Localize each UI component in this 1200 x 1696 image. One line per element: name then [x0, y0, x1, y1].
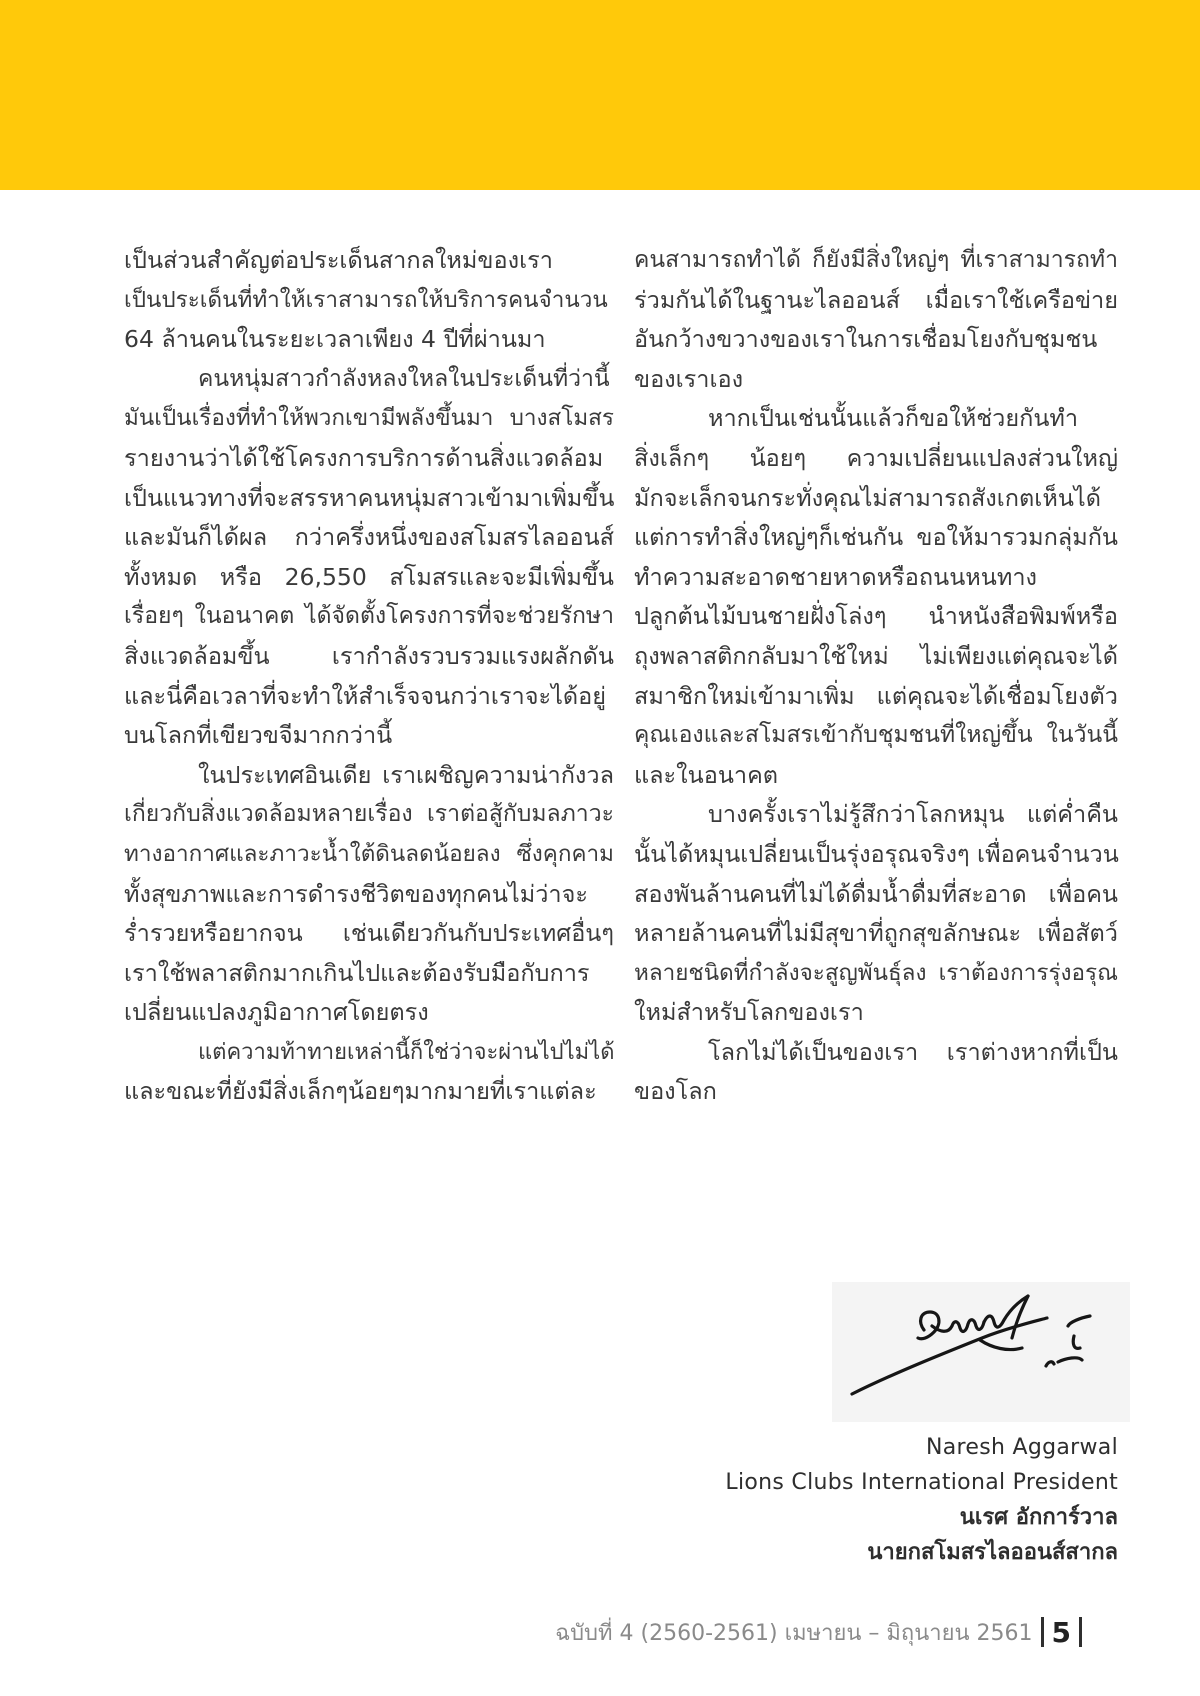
body-line: หลายชนิดที่กำลังจะสูญพันธุ์ลง เราต้องการรุ่งอรุณ — [634, 959, 1118, 986]
body-line: คุณเองและสโมสรเข้ากับชุมชนที่ใหญ่ขึ้น ในวันนี้ — [634, 722, 1118, 749]
body-line: ทั้งหมด หรือ 26,550 สโมสรและจะมีเพิ่มขึ้น — [124, 562, 614, 591]
signer-name-en: Naresh Aggarwal — [925, 1435, 1118, 1460]
body-line: ร่วมกันได้ในฐานะไลออนส์ เมื่อเราใช้เครือข่าย — [634, 285, 1118, 314]
header-color-band — [0, 0, 1200, 190]
body-column-left — [124, 241, 614, 1112]
footer-divider — [1041, 1617, 1044, 1647]
body-line: ของโลก — [634, 1077, 717, 1106]
signer-name-th: นเรศ อักการ์วาล — [959, 1505, 1118, 1530]
issue-info: ฉบับที่ 4 (2560-2561) เมษายน – มิถุนายน 2561 — [555, 1620, 1033, 1646]
body-line: ทำความสะอาดชายหาดหรือถนนหนทาง — [634, 562, 1037, 591]
body-line: เรื่อยๆ ในอนาคต ได้จัดตั้งโครงการที่จะช่วยรักษา — [124, 603, 614, 630]
body-line: เกี่ยวกับสิ่งแวดล้อมหลายเรื่อง เราต่อสู้กับมลภาวะ — [124, 801, 614, 828]
paragraph-start-line: ในประเทศอินเดีย เราเผชิญความน่ากังวล — [198, 760, 614, 789]
page-footer — [555, 1612, 1082, 1652]
body-line: นั้นได้หมุนเปลี่ยนเป็นรุ่งอรุณจริงๆ เพื่อคนจำนวน — [634, 839, 1119, 868]
body-line: เปลี่ยนแปลงภูมิอากาศโดยตรง — [124, 998, 429, 1027]
body-column-right — [634, 241, 1118, 1112]
paragraph-start-line: คนหนุ่มสาวกำลังหลงใหลในประเด็นที่ว่านี้ — [198, 365, 610, 392]
body-line: รายงานว่าได้ใช้โครงการบริการด้านสิ่งแวดล้อม — [124, 443, 604, 472]
body-line: สิ่งแวดล้อมขึ้น เรากำลังรวบรวมแรงผลักดัน — [124, 641, 614, 670]
body-line: และในอนาคต — [634, 760, 779, 789]
body-line: ร่ำรวยหรือยากจน เช่นเดียวกันกับประเทศอื่นๆ — [124, 919, 614, 948]
body-line: คนสามารถทำได้ ก็ยังมีสิ่งใหญ่ๆ ที่เราสามารถทำ — [634, 247, 1118, 273]
body-line: เราใช้พลาสติกมากเกินไปและต้องรับมือกับการ — [124, 958, 590, 987]
body-line: และมันก็ได้ผล กว่าครึ่งหนึ่งของสโมสรไลออนส์ — [124, 523, 614, 552]
body-line: ถุงพลาสติกกลับมาใช้ใหม่ ไม่เพียงแต่คุณจะได้ — [634, 641, 1118, 670]
signature-block — [725, 1430, 1118, 1570]
body-line: สองพันล้านคนที่ไม่ได้ดื่มน้ำดื่มที่สะอาด เพื่อคน — [634, 879, 1118, 908]
body-line: แต่การทำสิ่งใหญ่ๆก็เช่นกัน ขอให้มารวมกลุ่มกัน — [634, 523, 1118, 552]
body-line: มันเป็นเรื่องที่ทำให้พวกเขามีพลังขึ้นมา บางสโมสร — [124, 405, 614, 432]
body-line: และนี่คือเวลาที่จะทำให้สำเร็จจนกว่าเราจะได้อยู่ — [124, 681, 607, 710]
paragraph-start-line: แต่ความท้าทายเหล่านี้ก็ใช่ว่าจะผ่านไปไม่ได้ — [198, 1039, 615, 1065]
paragraph-start-line: หากเป็นเช่นนั้นแล้วก็ขอให้ช่วยกันทำ — [708, 404, 1079, 433]
body-line: สมาชิกใหม่เข้ามาเพิ่ม แต่คุณจะได้เชื่อมโยงตัว — [634, 681, 1118, 710]
body-line: หลายล้านคนที่ไม่มีสุขาที่ถูกสุขลักษณะ เพื่อสัตว์ — [634, 919, 1118, 948]
body-line: เป็นประเด็นที่ทำให้เราสามารถให้บริการคนจำนวน — [124, 286, 608, 313]
body-line: บนโลกที่เขียวขจีมากกว่านี้ — [124, 721, 393, 750]
body-line: ของเราเอง — [634, 364, 744, 393]
body-line: มักจะเล็กจนกระทั่งคุณไม่สามารถสังเกตเห็นได้ — [634, 483, 1101, 512]
signature-image — [832, 1282, 1130, 1422]
body-line: ใหม่สำหรับโลกของเรา — [634, 998, 864, 1027]
signer-title-en: Lions Clubs International President — [725, 1470, 1118, 1495]
body-line: สิ่งเล็กๆ น้อยๆ ความเปลี่ยนแปลงส่วนใหญ่ — [634, 443, 1118, 472]
body-line: เป็นแนวทางที่จะสรรหาคนหนุ่มสาวเข้ามาเพิ่มขึ้น — [124, 483, 615, 512]
handwritten-signature-icon — [832, 1282, 1130, 1422]
body-line: และขณะที่ยังมีสิ่งเล็กๆน้อยๆมากมายที่เราแต่ละ — [124, 1077, 597, 1106]
body-line: อันกว้างขวางของเราในการเชื่อมโยงกับชุมชน — [634, 325, 1098, 354]
page-number: 5 — [1051, 1615, 1071, 1649]
footer-divider — [1079, 1617, 1082, 1647]
paragraph-start-line: บางครั้งเราไม่รู้สึกว่าโลกหมุน แต่ค่ำคืน — [708, 800, 1118, 829]
body-line: 64 ล้านคนในระยะเวลาเพียง 4 ปีที่ผ่านมา — [124, 325, 546, 354]
body-line: เป็นส่วนสำคัญต่อประเด็นสากลใหม่ของเรา — [124, 246, 553, 274]
signer-title-th: นายกสโมสรไลออนส์สากล — [867, 1540, 1118, 1565]
body-line: ทั้งสุขภาพและการดำรงชีวิตของทุกคนไม่ว่าจะ — [124, 879, 588, 908]
body-line: ทางอากาศและภาวะน้ำใต้ดินลดน้อยลง ซึ่งคุกคาม — [124, 840, 614, 867]
body-line: ปลูกต้นไม้บนชายฝั่งโล่งๆ นำหนังสือพิมพ์หรือ — [634, 602, 1118, 631]
paragraph-start-line: โลกไม่ได้เป็นของเรา เราต่างหากที่เป็น — [708, 1037, 1118, 1066]
